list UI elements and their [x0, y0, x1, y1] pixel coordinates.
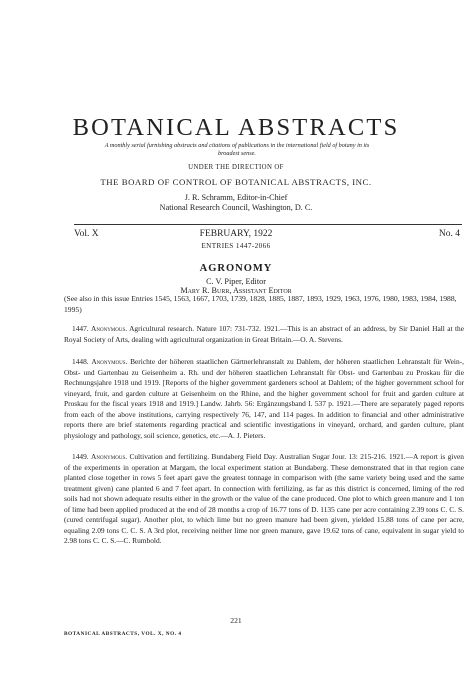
entry-1449: [64, 452, 464, 547]
direction-line: UNDER THE DIRECTION OF: [188, 164, 284, 171]
header-rule: [74, 224, 462, 225]
council-line: National Research Council, Washington, D. C.: [159, 203, 313, 212]
editor-in-chief: J. R. Schramm, Editor-in-Chief: [184, 193, 288, 202]
board-line: THE BOARD OF CONTROL OF BOTANICAL ABSTRACTS, INC.: [100, 177, 372, 187]
entry-author: Anonymous.: [91, 357, 128, 366]
volume-label: Vol. X: [74, 229, 99, 239]
entry-1448: [64, 357, 464, 441]
see-also-note: (See also in this issue Entries 1545, 1563, 1667, 1703, 1739, 1828, 1885, 1887, 1893, 1929, 1963, 1976, 1980, 1983, 1984, 1988, 1995): [64, 294, 457, 314]
entry-text: Cultivation and fertilizing. Bundaberg Field Day. Australian Sugar Jour. 13: 215-216. 1921.—A report is given of the experiments in operation at Margam, the local experiment station at Bundaberg. These demonstrated that in that region cane planted close together in rows 5 feet apart gave the greatest tonnage in comparison with (the same variety being used and the same treatment given) cane planted 6 and 7 feet apart. In connection with fertilizing, as far as this district is concerned, liming of the red soils had not shown adequate results either in the growth or the value of the cane produced. One plot to which green manure and 1 ton of lime had been applied produced at the end of 28 months a crop of 16.77 tons of D. 1135 cane per acre containing 2.39 tons C. C. S. (cured centrifugal sugar). Another plot, to which lime but no green manure had been given, yielded 15.88 tons of cane per acre, equaling 2.09 tons C. C. S. A 3rd plot, receiving neither lime nor green manure, gave 19.62 tons of cane, equivalent in sugar yield to 2.98 tons C. C. S.—C. Rumbold.: [64, 452, 465, 545]
entry-text: Agricultural research. Nature 107: 731-732. 1921.—This is an abstract of an address, by Sir Daniel Hall at the Royal Society of Arts, dealing with agricultural organization in Great Britain.—O. A. Stevens.: [64, 324, 464, 344]
page-number: 221: [230, 616, 242, 625]
entries-range: ENTRIES 1447-2066: [201, 242, 271, 250]
entry-number: 1447.: [72, 324, 89, 333]
journal-subtitle: A monthly serial furnishing abstracts and citations of publications in the international field of botany in its broadest sense.: [104, 142, 370, 157]
entry-author: Anonymous.: [91, 452, 128, 461]
section-editor: C. V. Piper, Editor: [206, 277, 266, 286]
entry-number: 1448.: [72, 357, 89, 366]
section-heading: AGRONOMY: [199, 263, 273, 274]
footer-line: BOTANICAL ABSTRACTS, VOL. X, NO. 4: [64, 631, 182, 637]
entry-author: Anonymous.: [91, 324, 128, 333]
journal-title: BOTANICAL ABSTRACTS: [72, 114, 400, 141]
entry-number: 1449.: [72, 452, 89, 461]
entry-1447: [64, 324, 464, 345]
issue-number: No. 4: [438, 229, 460, 239]
entry-text: Berichte der höheren staatlichen Gärtnerlehranstalt zu Dahlem, der höheren staatlichen Lehranstalt für Wein-, Obst- und Gartenbau zu Geisenheim a. Rh. und der höheren staatlichen Lehranstalt für Obst- und Gartenbau zu Proskau für die Rechnungsjahre 1918 und 1919. [Reports of the higher government gardeners school at Dahlem; of the higher government school for vineyard, fruit, and garden culture at Geisenheim on the Rhine, and the higher government school for fruit and garden culture at Proskau for the fiscal years 1918 and 1919.] Landw. Jahrb. 56: Ergänzungsband I. 537 p. 1921.—There are separately paged reports from each of the above institutions, carrying respectively 76, 147, and 114 pages. In addition to financial and other administrative reports there are brief statements regarding practical and scientific investigations in vineyard, orchard, and garden culture, plant physiology and pathology, soil science, genetics, etc.—A. J. Pieters.: [64, 357, 464, 440]
section-assistant-editor: Mary R. Burr, Assistant Editor: [180, 286, 292, 295]
issue-date: FEBRUARY, 1922: [199, 229, 273, 239]
